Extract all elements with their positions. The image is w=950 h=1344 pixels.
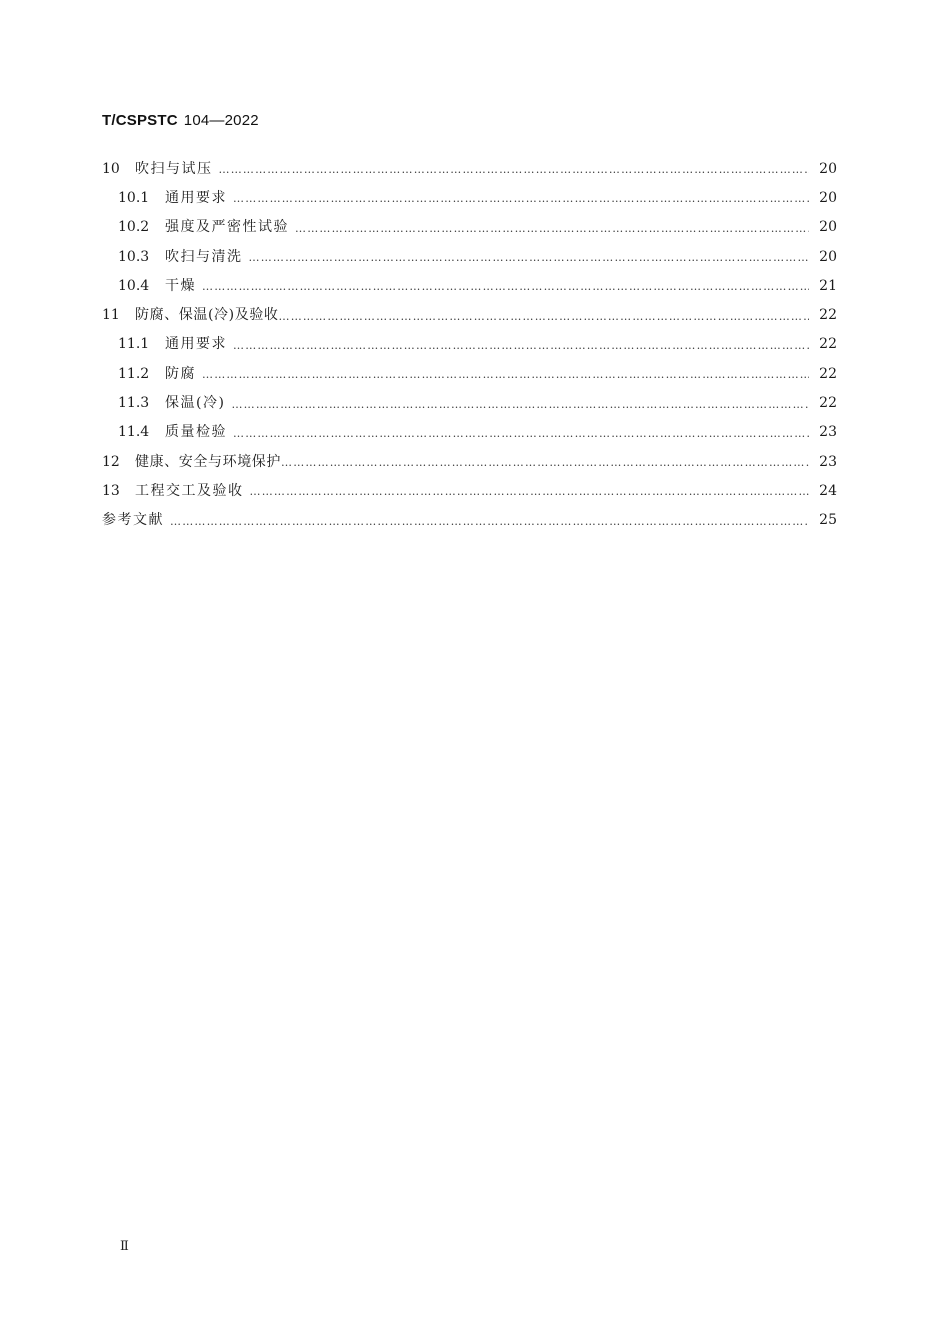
toc-entry-title: 工程交工及验收 — [135, 482, 244, 499]
toc-entry-page: 24 — [819, 482, 837, 499]
toc-entry-number: 10.4 — [118, 277, 150, 294]
toc-entry-title: 防腐、保温(冷)及验收 — [135, 307, 279, 324]
toc-entry-title: 参考文献 — [102, 512, 164, 529]
toc-entry-10[interactable] — [102, 154, 837, 183]
document-code-header — [102, 112, 259, 129]
toc-dot-leader — [202, 281, 809, 292]
toc-entry-number: 11.1 — [118, 336, 150, 353]
toc-dot-leader — [295, 223, 809, 234]
toc-entry-page: 20 — [819, 219, 837, 236]
toc-entry-title: 保温(冷) — [165, 395, 226, 412]
toc-dot-leader — [233, 428, 809, 439]
toc-entry-number: 13 — [102, 482, 120, 499]
toc-entry-10-3[interactable] — [102, 242, 837, 271]
toc-entry-page: 22 — [819, 307, 837, 324]
toc-dot-leader — [279, 311, 809, 322]
toc-dot-leader — [233, 340, 809, 351]
toc-entry-10-4[interactable] — [102, 271, 837, 300]
toc-entry-number: 11.3 — [118, 395, 150, 412]
toc-entry-number: 10.1 — [118, 189, 150, 206]
toc-entry-number: 10.3 — [118, 248, 150, 265]
toc-entry-page: 20 — [819, 248, 837, 265]
toc-entry-page: 25 — [819, 512, 837, 529]
toc-dot-leader — [249, 252, 810, 263]
toc-entry-title: 防腐 — [165, 365, 196, 382]
document-number: 104—2022 — [183, 112, 259, 129]
toc-entry-12[interactable] — [102, 447, 837, 476]
toc-entry-number: 12 — [102, 453, 120, 470]
toc-entry-11[interactable] — [102, 300, 837, 329]
toc-entry-number: 11.4 — [118, 424, 150, 441]
toc-entry-number: 10 — [102, 160, 120, 177]
toc-entry-title: 干燥 — [165, 277, 196, 294]
toc-entry-page: 23 — [819, 424, 837, 441]
toc-entry-page: 22 — [819, 395, 837, 412]
table-of-contents — [102, 154, 837, 535]
toc-entry-title: 吹扫与清洗 — [165, 248, 243, 265]
toc-entry-11-4[interactable] — [102, 418, 837, 447]
toc-entry-11-3[interactable] — [102, 388, 837, 417]
toc-entry-page: 22 — [819, 365, 837, 382]
toc-entry-page: 23 — [819, 453, 837, 470]
toc-entry-number: 11.2 — [118, 365, 150, 382]
toc-entry-13[interactable] — [102, 476, 837, 505]
toc-dot-leader — [233, 193, 809, 204]
toc-entry-title: 质量检验 — [165, 424, 227, 441]
toc-dot-leader — [219, 164, 810, 175]
toc-entry-title: 通用要求 — [165, 336, 227, 353]
toc-entry-page: 22 — [819, 336, 837, 353]
toc-entry-title: 吹扫与试压 — [135, 160, 213, 177]
toc-entry-11-1[interactable] — [102, 330, 837, 359]
toc-entry-title: 健康、安全与环境保护 — [135, 453, 281, 470]
toc-entry-number: 10.2 — [118, 219, 150, 236]
toc-entry-number: 11 — [102, 307, 120, 324]
toc-entry-title: 强度及严密性试验 — [165, 219, 289, 236]
page-number: Ⅱ — [120, 1239, 129, 1254]
toc-entry-page: 20 — [819, 189, 837, 206]
toc-entry-10-2[interactable] — [102, 213, 837, 242]
toc-entry-page: 20 — [819, 160, 837, 177]
toc-entry-page: 21 — [819, 277, 837, 294]
toc-dot-leader — [231, 399, 809, 410]
toc-dot-leader — [202, 369, 809, 380]
toc-dot-leader — [170, 516, 809, 527]
toc-dot-leader — [250, 486, 810, 497]
toc-dot-leader — [281, 457, 809, 468]
toc-entry-11-2[interactable] — [102, 359, 837, 388]
toc-entry-title: 通用要求 — [165, 189, 227, 206]
toc-entry-10-1[interactable] — [102, 183, 837, 212]
document-code: T/CSPSTC — [102, 112, 178, 129]
toc-entry-references[interactable] — [102, 506, 837, 535]
